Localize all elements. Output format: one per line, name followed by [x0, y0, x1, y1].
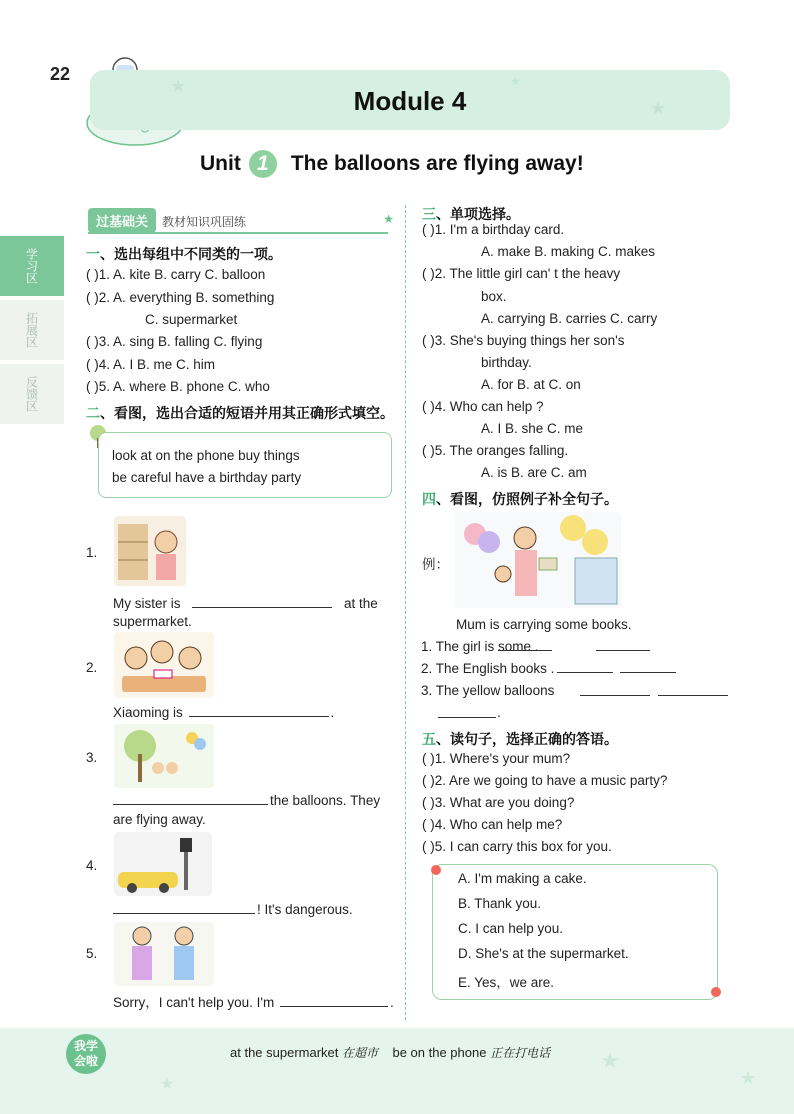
star-icon: ★: [510, 74, 521, 88]
part3-heading: 三、单项选择。: [422, 206, 520, 222]
item5-text: Sorry，I can't help you. I'm .: [113, 995, 394, 1010]
item-number: 2.: [86, 660, 98, 675]
part5-question: ( )3. What are you doing?: [422, 795, 575, 810]
item1-text: My sister is at the: [113, 596, 378, 611]
part3-line: ( )3. She's buying things her son's: [422, 333, 625, 348]
unit-word: Unit: [200, 152, 241, 175]
part1-line: ( )1. A. kite B. carry C. balloon: [86, 267, 266, 282]
answer-blank[interactable]: [192, 596, 332, 608]
answer-blank[interactable]: [498, 639, 552, 651]
part1-heading: 一、选出每组中不同类的一项。: [86, 246, 282, 262]
dot-decoration: [711, 987, 721, 997]
part3-line: A. for B. at C. on: [481, 377, 581, 392]
part5-question: ( )2. Are we going to have a music party?: [422, 773, 668, 788]
answer-blank[interactable]: [280, 995, 388, 1007]
birthday-party-illustration: [114, 632, 214, 698]
star-icon: ★: [650, 98, 667, 118]
street-crossing-illustration: [114, 832, 212, 896]
part5-question: ( )4. Who can help me?: [422, 817, 563, 832]
period: .: [497, 705, 501, 720]
item1-text-cont: supermarket.: [113, 614, 192, 629]
example-sentence: Mum is carrying some books.: [456, 617, 632, 632]
part2-heading: 二、看图，选出合适的短语并用其正确形式填空。: [86, 405, 394, 421]
answer-blank[interactable]: [620, 661, 676, 673]
balloons-flying-illustration: [114, 724, 214, 788]
footer-phrases: at the supermarket 在超市 be on the phone 正在打电话: [230, 1045, 551, 1060]
column-divider: [405, 205, 406, 1020]
part5-question: ( )5. I can carry this box for you.: [422, 839, 612, 854]
section-banner: [88, 208, 394, 232]
item-number: 4.: [86, 858, 98, 873]
part3-line: A. I B. she C. me: [481, 421, 584, 436]
part5-heading: 五、读句子，选择正确的答语。: [422, 731, 618, 747]
part3-line: A. make B. making C. makes: [481, 244, 656, 259]
answer-option: D. She's at the supermarket.: [458, 946, 629, 961]
part3-line: ( )4. Who can help ?: [422, 399, 544, 414]
answer-option: E. Yes，we are.: [458, 975, 555, 990]
supermarket-shelf-illustration: [114, 516, 186, 586]
item-number: 3.: [86, 750, 98, 765]
page-number: 22: [50, 64, 71, 84]
side-tab-feedback[interactable]: 反馈区: [0, 364, 64, 424]
phrase-row: be careful have a birthday party: [112, 470, 302, 485]
star-icon: ★: [160, 1076, 175, 1093]
part1-line: ( )4. A. I B. me C. him: [86, 357, 216, 372]
answer-blank[interactable]: [113, 902, 255, 914]
side-tabs: [0, 236, 64, 426]
item3-text: the balloons. They: [113, 793, 380, 808]
answer-blank[interactable]: [580, 684, 650, 696]
answer-option: A. I'm making a cake.: [458, 871, 587, 886]
example-illustration: [455, 512, 621, 608]
answer-option: B. Thank you.: [458, 896, 542, 911]
part3-line: ( )2. The little girl can' t the heavy: [422, 266, 621, 281]
dot-decoration: [431, 865, 441, 875]
footer-band: [0, 1028, 794, 1114]
part4-heading: 四、看图，仿照例子补全句子。: [422, 491, 618, 507]
part5-question: ( )1. Where's your mum?: [422, 751, 571, 766]
part3-line: ( )1. I'm a birthday card.: [422, 222, 565, 237]
example-label: 例：: [422, 557, 449, 572]
module-title: Module 4: [353, 86, 467, 116]
part4-line: 2. The English books .: [421, 661, 555, 676]
unit-title-text: The balloons are flying away!: [290, 152, 584, 175]
part1-line: ( )2. A. everything B. something: [86, 290, 275, 305]
part3-line: A. carrying B. carries C. carry: [481, 311, 658, 326]
answer-blank[interactable]: [596, 639, 650, 651]
part1-line: ( )5. A. where B. phone C. who: [86, 379, 270, 394]
unit-number-badge: 1: [249, 150, 277, 178]
item2-text: Xiaoming is .: [113, 705, 335, 720]
part1-line: ( )3. A. sing B. falling C. flying: [86, 334, 263, 349]
part4-line: 3. The yellow balloons: [421, 683, 555, 698]
section-banner-label: 过基础关: [88, 208, 156, 233]
footer-logo: 我学 会啦: [66, 1034, 106, 1074]
part3-line: A. is B. are C. am: [481, 465, 587, 480]
unit-title: [200, 150, 584, 178]
answer-blank[interactable]: [438, 706, 496, 718]
phrase-row: look at on the phone buy things: [112, 448, 300, 463]
answer-blank[interactable]: [658, 684, 728, 696]
phone-call-illustration: [114, 922, 214, 986]
item4-text: ! It's dangerous.: [113, 902, 353, 917]
part3-line: birthday.: [481, 355, 532, 370]
answer-blank[interactable]: [113, 793, 268, 805]
star-icon: ★: [383, 212, 394, 226]
star-icon: ★: [740, 1068, 757, 1088]
item3-text-cont: are flying away.: [113, 812, 206, 827]
part3-line: ( )5. The oranges falling.: [422, 443, 569, 458]
star-icon: ★: [600, 1048, 620, 1073]
side-tab-study[interactable]: 学习区: [0, 236, 64, 296]
part4-line: 1. The girl is some .: [421, 639, 539, 654]
part1-line: C. supermarket: [145, 312, 238, 327]
star-icon: ★: [170, 76, 187, 96]
side-tab-extend[interactable]: 拓展区: [0, 300, 64, 360]
phrase-box: [98, 432, 392, 498]
part3-line: box.: [481, 289, 507, 304]
answer-blank[interactable]: [189, 705, 329, 717]
answer-blank[interactable]: [557, 661, 613, 673]
answer-option: C. I can help you.: [458, 921, 564, 936]
item-number: 5.: [86, 946, 98, 961]
section-banner-subtitle: 教材知识巩固练: [162, 215, 247, 229]
item-number: 1.: [86, 545, 98, 560]
